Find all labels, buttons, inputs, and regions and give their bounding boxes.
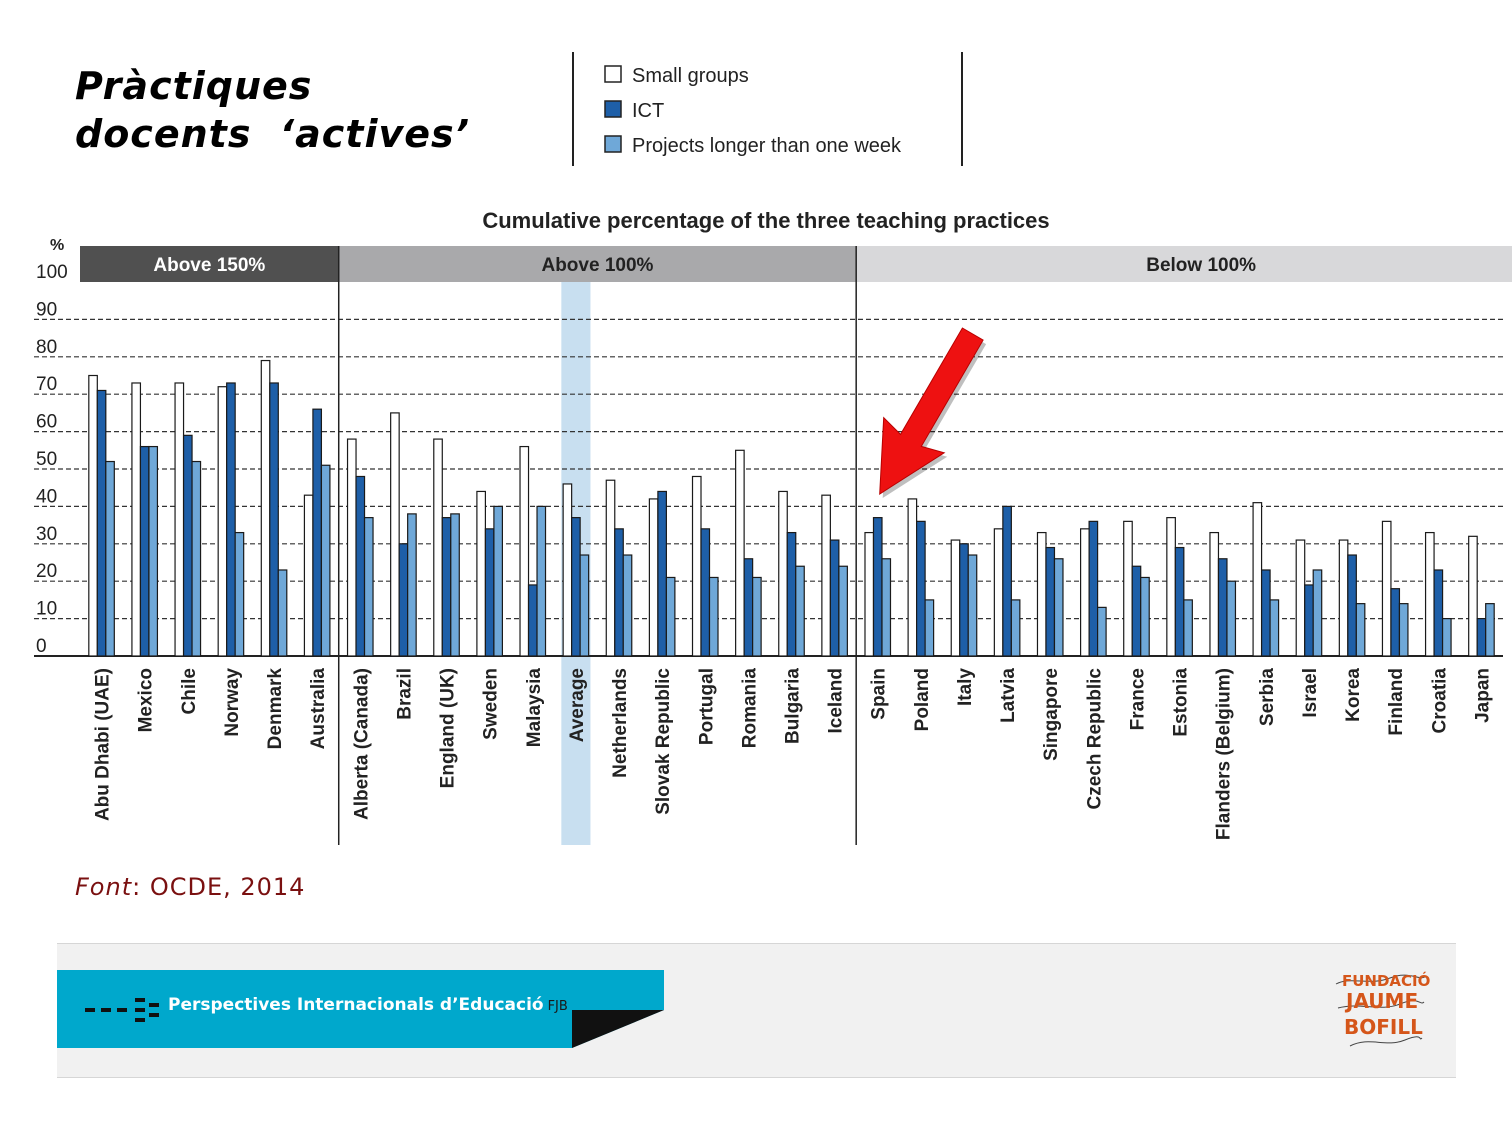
bar-projects xyxy=(1313,570,1322,656)
legend-swatch-ict xyxy=(605,101,621,117)
bar-projects xyxy=(796,566,805,656)
bar-small-groups xyxy=(1124,521,1133,656)
bar-projects xyxy=(537,506,546,656)
bar-ict xyxy=(744,559,753,656)
bar-projects xyxy=(278,570,287,656)
bar-small-groups xyxy=(1253,503,1262,656)
bar-ict xyxy=(1477,619,1486,656)
bar-ict xyxy=(529,585,538,656)
bar-ict xyxy=(485,529,494,656)
bar-projects xyxy=(494,506,503,656)
bar-ict xyxy=(1391,589,1400,656)
footer-banner-text xyxy=(168,995,568,1015)
bar-small-groups xyxy=(1167,518,1176,656)
group-band-label: Above 150% xyxy=(153,255,266,276)
bar-ict xyxy=(1089,521,1098,656)
bar-small-groups xyxy=(1081,529,1090,656)
bar-small-groups xyxy=(391,413,400,656)
bar-ict xyxy=(270,383,279,656)
bar-ict xyxy=(1348,555,1357,656)
bar-small-groups xyxy=(1426,533,1435,656)
bar-projects xyxy=(1054,559,1063,656)
legend-label-projects: Projects longer than one week xyxy=(632,135,902,157)
x-tick-label: Portugal xyxy=(696,668,718,746)
bar-ict xyxy=(227,383,236,656)
x-tick-label: Poland xyxy=(911,668,933,732)
bar-projects xyxy=(1486,604,1495,656)
logo-line-3: BOFILL xyxy=(1344,1015,1423,1039)
bar-small-groups xyxy=(304,495,313,656)
footer-banner-tag: FJB xyxy=(547,999,568,1014)
bar-ict xyxy=(1132,566,1141,656)
bar-small-groups xyxy=(175,383,184,656)
x-tick-label: Denmark xyxy=(265,668,287,750)
bar-projects xyxy=(753,577,762,656)
bar-small-groups xyxy=(994,529,1003,656)
bar-ict xyxy=(917,521,926,656)
bar-projects xyxy=(623,555,632,656)
group-band-label: Below 100% xyxy=(1146,255,1257,276)
group-band-label: Above 100% xyxy=(541,255,654,276)
bar-projects xyxy=(666,577,675,656)
x-tick-label: Average xyxy=(566,668,588,743)
bar-projects xyxy=(106,462,115,656)
bar-small-groups xyxy=(908,499,917,656)
y-tick-label: 60 xyxy=(36,411,58,433)
bar-small-groups xyxy=(779,491,788,656)
bar-projects xyxy=(839,566,848,656)
bar-small-groups xyxy=(1210,533,1219,656)
x-tick-label: Latvia xyxy=(998,668,1020,723)
plot-area xyxy=(34,246,1512,845)
x-tick-label: France xyxy=(1127,668,1149,731)
bar-ict xyxy=(1003,506,1012,656)
x-tick-label: Flanders (Belgium) xyxy=(1213,668,1235,841)
bar-ict xyxy=(960,544,969,656)
bar-small-groups xyxy=(1382,521,1391,656)
y-tick-label: 100 xyxy=(36,262,68,283)
bar-ict xyxy=(1175,548,1184,656)
y-tick-label: 0 xyxy=(36,636,47,657)
y-tick-label: 80 xyxy=(36,336,58,358)
bar-small-groups xyxy=(434,439,443,656)
bar-projects xyxy=(1141,577,1150,656)
slide-title: Pràctiques docents ‘actives’ xyxy=(75,64,471,156)
bar-small-groups xyxy=(649,499,658,656)
fundacio-jaume-bofill-logo xyxy=(1330,966,1430,1056)
bar-ict xyxy=(184,435,193,656)
x-tick-label: Netherlands xyxy=(610,668,632,778)
bar-projects xyxy=(321,465,330,656)
bar-ict xyxy=(615,529,624,656)
bar-small-groups xyxy=(348,439,357,656)
bar-projects xyxy=(1399,604,1408,656)
bar-small-groups xyxy=(132,383,141,656)
bar-ict xyxy=(1305,585,1314,656)
y-tick-label: 20 xyxy=(36,561,58,583)
x-tick-label: Chile xyxy=(178,668,200,715)
y-tick-label: 90 xyxy=(36,299,58,321)
bar-ict xyxy=(873,518,882,656)
bar-small-groups xyxy=(951,540,960,656)
bar-projects xyxy=(235,533,244,656)
bar-small-groups xyxy=(822,495,831,656)
x-tick-label: Spain xyxy=(868,668,890,720)
bar-ict xyxy=(1218,559,1227,656)
bar-ict xyxy=(701,529,710,656)
footer-banner-title: Perspectives Internacionals d’Educació xyxy=(168,995,544,1015)
bar-projects xyxy=(192,462,201,656)
x-tick-label: Mexico xyxy=(135,668,157,733)
x-tick-label: Korea xyxy=(1343,668,1365,722)
chart-title: Cumulative percentage of the three teaching practices xyxy=(482,208,1050,233)
bar-small-groups xyxy=(1296,540,1305,656)
bar-projects xyxy=(1184,600,1193,656)
bar-projects xyxy=(1227,581,1236,656)
bar-small-groups xyxy=(606,480,615,656)
x-tick-label: Malaysia xyxy=(523,668,545,748)
y-tick-label: 70 xyxy=(36,374,58,396)
x-tick-label: Israel xyxy=(1299,668,1321,718)
bar-projects xyxy=(365,518,374,656)
x-tick-label: Australia xyxy=(308,668,330,750)
x-tick-label: Italy xyxy=(954,668,976,707)
x-tick-label: Czech Republic xyxy=(1084,668,1106,810)
bar-ict xyxy=(572,518,581,656)
bar-projects xyxy=(1443,619,1452,656)
source-label: Font xyxy=(75,873,133,901)
x-tick-label: Japan xyxy=(1472,668,1494,723)
bar-ict xyxy=(313,409,322,656)
bar-small-groups xyxy=(89,376,98,657)
bar-projects xyxy=(925,600,934,656)
bar-small-groups xyxy=(865,533,874,656)
x-tick-label: Brazil xyxy=(394,668,416,720)
x-tick-label: Bulgaria xyxy=(782,668,804,745)
bar-projects xyxy=(710,577,719,656)
y-tick-label: 10 xyxy=(36,598,58,620)
bar-projects xyxy=(149,447,158,656)
bar-small-groups xyxy=(693,476,702,656)
y-tick-label: 50 xyxy=(36,449,58,470)
x-tick-label: Finland xyxy=(1386,668,1408,736)
bar-small-groups xyxy=(520,447,529,656)
bar-ict xyxy=(1262,570,1271,656)
logo-line-1: FUNDACIÓ xyxy=(1342,972,1430,990)
bar-projects xyxy=(1098,607,1107,656)
x-tick-label: Serbia xyxy=(1256,668,1278,727)
bar-projects xyxy=(1011,600,1020,656)
x-tick-label: Romania xyxy=(739,668,761,749)
bar-ict xyxy=(97,390,106,656)
bar-projects xyxy=(968,555,977,656)
bar-projects xyxy=(451,514,460,656)
bar-small-groups xyxy=(563,484,572,656)
x-tick-label: England (UK) xyxy=(437,668,459,789)
x-tick-label: Abu Dhabi (UAE) xyxy=(92,668,114,822)
bar-ict xyxy=(1434,570,1443,656)
x-tick-label: Singapore xyxy=(1041,668,1063,761)
bar-ict xyxy=(140,447,149,656)
x-tick-label: Estonia xyxy=(1170,668,1192,737)
bar-projects xyxy=(882,559,891,656)
chart-legend xyxy=(573,52,962,166)
legend-label-small-groups: Small groups xyxy=(632,65,749,87)
bar-small-groups xyxy=(1339,540,1348,656)
x-tick-label: Slovak Republic xyxy=(653,668,675,815)
bar-small-groups xyxy=(1037,533,1046,656)
bar-small-groups xyxy=(218,387,227,656)
source-text: : OCDE, 2014 xyxy=(132,873,306,901)
y-axis-label: % xyxy=(50,237,65,254)
bar-projects xyxy=(408,514,417,656)
logo-line-2: JAUME xyxy=(1346,989,1419,1013)
x-tick-label: Alberta (Canada) xyxy=(351,668,373,821)
x-tick-label: Croatia xyxy=(1429,668,1451,734)
bar-projects xyxy=(1270,600,1279,656)
bar-small-groups xyxy=(736,450,745,656)
legend-swatch-projects xyxy=(605,136,621,152)
bar-projects xyxy=(1356,604,1365,656)
x-tick-label: Sweden xyxy=(480,668,502,740)
bar-ict xyxy=(356,476,365,656)
bar-projects xyxy=(580,555,589,656)
legend-swatch-small-groups xyxy=(605,66,621,82)
source-note xyxy=(75,873,305,901)
bar-small-groups xyxy=(1469,536,1478,656)
bar-ict xyxy=(658,491,667,656)
legend-label-ict: ICT xyxy=(632,100,665,122)
x-tick-label: Norway xyxy=(221,668,243,737)
bar-small-groups xyxy=(261,361,270,656)
bar-small-groups xyxy=(477,491,486,656)
x-tick-label: Iceland xyxy=(825,668,847,734)
bar-ict xyxy=(442,518,451,656)
bar-ict xyxy=(399,544,408,656)
bar-ict xyxy=(830,540,839,656)
bar-ict xyxy=(787,533,796,656)
y-tick-label: 40 xyxy=(36,486,58,508)
y-tick-label: 30 xyxy=(36,523,58,545)
bar-ict xyxy=(1046,548,1055,656)
